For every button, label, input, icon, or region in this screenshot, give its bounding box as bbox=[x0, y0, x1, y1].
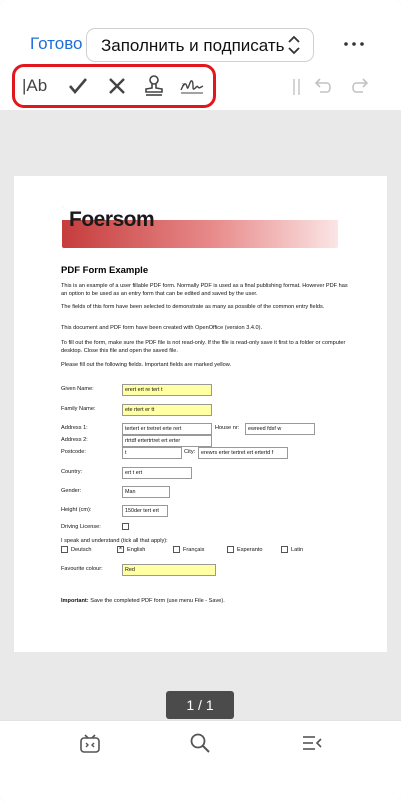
chevron-up-down-icon bbox=[287, 34, 301, 56]
intro-paragraph: This is an example of a user fillable PDF form. Normally PDF is used as a final publishing format. However PDF has an option to be used as an entry form that can be edited and saved by the user. bbox=[61, 283, 348, 297]
language-checkbox-esperanto[interactable] bbox=[227, 546, 234, 553]
address1-field[interactable]: tertert er tretret erte rert bbox=[122, 423, 212, 435]
height-field[interactable]: 150der tert ert bbox=[122, 505, 168, 517]
openoffice-paragraph: This document and PDF form have been created with OpenOffice (version 3.4.0). bbox=[61, 325, 263, 331]
svg-text:x: x bbox=[182, 82, 185, 88]
done-button[interactable]: Готово bbox=[30, 34, 83, 53]
given-name-field[interactable]: erert ert re tert t bbox=[122, 384, 212, 396]
search-icon[interactable] bbox=[188, 731, 212, 755]
city-label: City: bbox=[184, 449, 196, 455]
bottom-toolbar bbox=[0, 720, 401, 801]
language-label-francais: Français bbox=[183, 547, 205, 553]
reader-mode-icon[interactable] bbox=[78, 731, 102, 755]
address1-label: Address 1: bbox=[61, 425, 88, 431]
family-name-field[interactable]: ete rtert er tt bbox=[122, 404, 212, 416]
stamp-icon[interactable] bbox=[141, 73, 167, 99]
gender-field[interactable]: Man bbox=[122, 486, 170, 498]
language-checkbox-latin[interactable] bbox=[281, 546, 288, 553]
driving-license-label: Driving License: bbox=[61, 524, 101, 530]
address2-label: Address 2: bbox=[61, 437, 88, 443]
fill-note-paragraph: Please fill out the following fields. Important fields are marked yellow. bbox=[61, 362, 232, 368]
pause-divider-icon bbox=[291, 76, 303, 98]
gender-label: Gender: bbox=[61, 488, 82, 494]
mode-selector[interactable] bbox=[86, 28, 314, 62]
language-checkbox-english[interactable]: × bbox=[118, 546, 123, 552]
logo-text: Foersom bbox=[69, 208, 155, 231]
page-title: PDF Form Example bbox=[61, 265, 149, 276]
city-field[interactable]: erewrs erter tertret ert ertertd f bbox=[198, 447, 288, 459]
language-label-english: English bbox=[127, 547, 146, 553]
language-label-deutsch: Deutsch bbox=[71, 547, 92, 553]
text-tool-icon[interactable]: |Ab bbox=[22, 76, 48, 95]
outline-icon[interactable] bbox=[300, 731, 324, 755]
cross-icon[interactable] bbox=[104, 73, 130, 99]
country-field[interactable]: ert t ert bbox=[122, 467, 192, 479]
redo-icon[interactable] bbox=[350, 75, 372, 97]
favourite-colour-dropdown[interactable]: Red bbox=[122, 564, 216, 576]
more-icon[interactable] bbox=[343, 34, 365, 54]
fields-paragraph: The fields of this form have been selected to demonstrate as many as possible of the common entry fields. bbox=[61, 304, 325, 310]
signature-icon[interactable] bbox=[179, 73, 205, 99]
house-nr-field[interactable]: ewreed fdsf w bbox=[245, 423, 315, 435]
important-label: Important: bbox=[61, 598, 89, 604]
document-viewer[interactable] bbox=[0, 110, 401, 720]
house-nr-label: House nr: bbox=[215, 425, 240, 431]
favourite-colour-label: Favourite colour: bbox=[61, 566, 103, 572]
postcode-label: Postcode: bbox=[61, 449, 86, 455]
address2-field[interactable]: rtrtdf ertertrtret ert erter bbox=[122, 435, 212, 447]
checkmark-icon[interactable] bbox=[65, 73, 91, 99]
height-label: Height (cm): bbox=[61, 507, 92, 513]
important-text: Save the completed PDF form (use menu File - Save). bbox=[88, 598, 225, 604]
page-indicator: 1 / 1 bbox=[166, 691, 234, 719]
language-label-latin: Latin bbox=[291, 547, 304, 553]
given-name-label: Given Name: bbox=[61, 386, 94, 392]
language-checkbox-deutsch[interactable] bbox=[61, 546, 68, 553]
important-note bbox=[61, 598, 225, 604]
languages-prompt: I speak and understand (tick all that apply): bbox=[61, 538, 168, 544]
country-label: Country: bbox=[61, 469, 83, 475]
postcode-field[interactable]: t bbox=[122, 447, 182, 459]
top-bar bbox=[0, 0, 401, 110]
language-label-esperanto: Esperanto bbox=[237, 547, 263, 553]
fill-sign-toolbar bbox=[12, 64, 216, 108]
mode-label: Заполнить и подписать bbox=[101, 36, 285, 55]
undo-icon[interactable] bbox=[311, 75, 333, 97]
family-name-label: Family Name: bbox=[61, 406, 96, 412]
pdf-page bbox=[14, 176, 387, 652]
instructions-paragraph: To fill out the form, make sure the PDF file is not read-only. If the file is read-only save it first to a folder or computer desktop. Close this file and open the saved file. bbox=[61, 340, 346, 354]
driving-license-checkbox[interactable] bbox=[122, 523, 129, 530]
language-checkbox-francais[interactable] bbox=[173, 546, 180, 553]
